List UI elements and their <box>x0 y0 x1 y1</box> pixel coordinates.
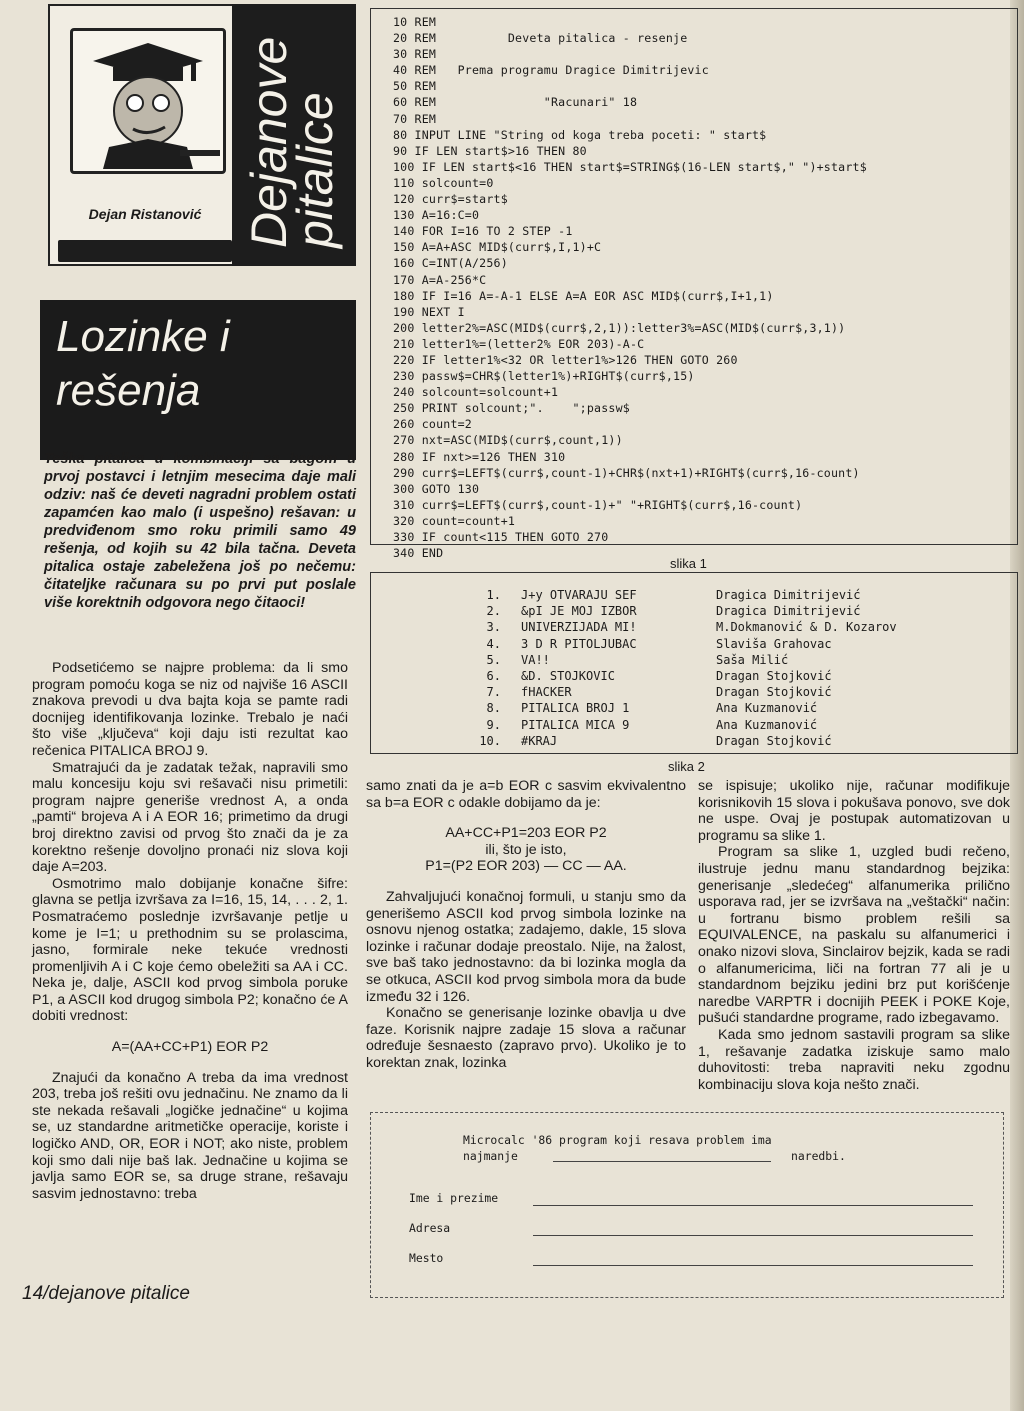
result-number: 5. <box>486 652 501 667</box>
listing-line: 10 REM <box>393 15 437 29</box>
result-password: PITALICA MICA 9 <box>521 717 630 732</box>
city-field[interactable] <box>533 1265 973 1266</box>
formula: AA+CC+P1=203 EOR P2 <box>445 825 607 842</box>
result-row <box>371 733 1017 750</box>
page-footer: 14/dejanove pitalice <box>22 1283 190 1304</box>
result-number: 6. <box>486 669 501 683</box>
answer-coupon <box>370 1112 1004 1298</box>
section-title-band <box>232 4 356 266</box>
result-row <box>371 684 1017 701</box>
paragraph: Program sa slike 1, uzgled budi rečeno, ilustruje jednu manu standardnog bejzika: generisanje „sledećeg“ alfanumerika prilično usporava rad, jer se izvršava na „veštački“ način: u fortranu bismo problem rešili sa EQUIVALENCE, na paskalu su alfanumerici i onako nizovi slova, Sinclairov bejzik, kada se radi o alfanumericima, liči na fortran 77 ali je u standardnom bejziku jedini brz put korišćenje naredbe VARPTR i docnijih PEEK i POKE Koje, pušući standardne programe, rado izbegavamo. <box>698 844 1010 1027</box>
answer-field[interactable] <box>553 1161 771 1162</box>
name-field[interactable] <box>533 1205 973 1206</box>
results-table <box>370 572 1018 754</box>
result-author: Dragica Dimitrijević <box>716 588 861 602</box>
listing-line: 280 IF nxt>=126 THEN 310 <box>393 449 566 464</box>
result-author: Ana Kuzmanović <box>716 701 818 716</box>
listing-line: 200 letter2%=ASC(MID$(curr$,2,1)):letter3%=ASC(MID$(curr$,3,1)) <box>393 320 846 335</box>
listing-line: 290 curr$=LEFT$(curr$,count-1)+CHR$(nxt+1)+RIGHT$(curr$,16-count) <box>393 465 860 480</box>
listing-line: 260 count=2 <box>393 417 472 432</box>
article-title <box>56 310 230 418</box>
listing-line: 120 curr$=start$ <box>393 192 508 207</box>
coupon-question: Microcalc '86 program koji resava problem ima <box>463 1133 772 1147</box>
result-author: Ana Kuzmanović <box>716 717 818 732</box>
listing-line: 340 END <box>393 546 444 561</box>
result-author: Dragan Stojković <box>716 669 832 683</box>
listing-line: 110 solcount=0 <box>393 175 494 190</box>
result-password: PITALICA BROJ 1 <box>521 701 630 716</box>
result-author: Dragica Dimitrijević <box>716 604 861 619</box>
disk-slot <box>180 150 220 156</box>
address-label: Adresa <box>409 1221 451 1235</box>
city-label: Mesto <box>409 1251 444 1265</box>
coupon-label: najmanje <box>463 1149 518 1163</box>
result-row <box>371 668 1017 685</box>
result-password: &D. STOJKOVIC <box>521 669 615 683</box>
listing-line: 250 PRINT solcount;". ";passw$ <box>393 401 630 416</box>
figure-caption-2: slika 2 <box>668 759 705 774</box>
result-password: J+y OTVARAJU SEF <box>521 588 637 602</box>
text-column-1 <box>32 660 348 1202</box>
article-intro <box>44 450 356 612</box>
formula: A=(AA+CC+P1) EOR P2 <box>111 1039 269 1056</box>
result-author: Slaviša Grahovac <box>716 636 832 651</box>
paragraph: Kada smo jednom sastavili program sa slike 1, rešavanje zadatka iziskuje samo malo duhovitosti: treba napraviti neku zgodnu kombinaciju slova koja nešto znači. <box>698 1026 1010 1093</box>
section-title-line1: Dejanove <box>241 36 297 248</box>
listing-line: 90 IF LEN start$>16 THEN 80 <box>393 143 587 158</box>
result-author: M.Dokmanović & D. Kozarov <box>716 620 897 635</box>
name-label: Ime i prezime <box>409 1191 499 1205</box>
text-column-2 <box>366 778 686 1072</box>
result-password: 3 D R PITOLJUBAC <box>521 636 637 651</box>
formula-note: ili, što je isto, <box>485 841 567 858</box>
address-field[interactable] <box>533 1235 973 1236</box>
listing-line: 330 IF count<115 THEN GOTO 270 <box>393 530 609 544</box>
listing-line: 40 REM Prema programu Dragice Dimitrijevic <box>393 63 709 78</box>
result-author: Saša Milić <box>716 652 789 667</box>
paragraph: Konačno se generisanje lozinke obavlja u dve faze. Korisnik najpre zadaje 15 slova a računar određuje šesnaesto (zapravo prvo). Ukoliko je to korektan znak, lozinka <box>366 1005 686 1071</box>
result-author: Dragan Stojković <box>716 685 832 700</box>
listing-line: 140 FOR I=16 TO 2 STEP -1 <box>393 224 573 239</box>
listing-line: 130 A=16:C=0 <box>393 208 480 223</box>
result-row <box>371 619 1017 636</box>
result-number: 1. <box>486 588 501 602</box>
listing-line: 30 REM <box>393 47 437 62</box>
result-number: 2. <box>486 604 501 619</box>
result-row <box>371 700 1017 717</box>
paragraph: Osmotrimo malo dobijanje konačne šifre: glavna se petlja izvršava za I=16, 15, 14, . . . 2, 1. Posmatraćemo poslednje izvršavanje petlje u kome je I=1; u prethodnim su se prolascima, jasno, formirale neke tekuće vrednosti promenljivih A i C koje ćemo obeležiti sa AA i CC. Neka je, dalje, ASCII kod prvog simbola poruke P1, a ASCII kod drugog simbola P2; konačno će A dobiti vrednost: <box>32 875 348 1025</box>
result-password: &pI JE MOJ IZBOR <box>521 604 637 619</box>
paragraph: Znajući da konačno A treba da ima vrednost 203, treba još rešiti ovu jednačinu. Ne znamo da li ste nekada rešavali „logičke jednačine“ u kojima se, uz standardne aritmetičke operacije, koriste i logičko AND, OR, EOR i NOT; ako niste, problem koji smo dali nije baš lak. Jednačine u kojima se javlja samo EOR se, sa druge strane, rešavaju sasvim jednostavno: treba <box>32 1069 348 1202</box>
listing-line: 310 curr$=LEFT$(curr$,count-1)+" "+RIGHT$(curr$,16-count) <box>393 497 803 512</box>
paragraph: Smatrajući da je zadatak težak, napravili smo malu koncesiju koju svi rešavači nisu primetili: program najpre generiše vrednost A, a onda „pamti“ brojeva A i A EOR 16; primetimo da drugi broj direktno zavisi od prvog što znači da je za korektno rešenje dovoljno pronaći niz slova koji daje A=203. <box>32 759 348 876</box>
article-title-box <box>40 300 356 460</box>
keyboard-illustration <box>58 240 232 262</box>
result-number: 10. <box>479 733 501 748</box>
result-number: 9. <box>486 717 501 732</box>
result-row <box>371 652 1017 669</box>
listing-line: 180 IF I=16 A=-A-1 ELSE A=A EOR ASC MID$(curr$,I+1,1) <box>393 288 774 303</box>
result-row <box>371 603 1017 620</box>
paragraph: Zahvaljujući konačnoj formuli, u stanju smo da generišemo ASCII kod prvog simbola lozinke na osnovu njenog ostatka; zadajemo, dakle, 15 slova lozinke i računar dodaje preostalo. Nije, na žalost, sve baš tako jednostavno: da bi lozinka mogla da se otkuca, ASCII kod prvog simbola mora da bude između 32 i 126. <box>366 888 686 1005</box>
result-password: VA!! <box>521 652 550 667</box>
coupon-label: naredbi. <box>791 1149 846 1163</box>
author-name: Dejan Ristanović <box>88 206 202 222</box>
listing-line: 300 GOTO 130 <box>393 481 480 496</box>
result-password: fHACKER <box>521 685 572 700</box>
paragraph: se ispisuje; ukoliko nije, računar modifikuje korisnikovih 15 slova i pokušava ponovo, sve dok ne uspe. Ovaj je postupak automatizovan u programu sa slike 1. <box>698 778 1010 844</box>
listing-line: 60 REM "Racunari" 18 <box>393 95 638 110</box>
paragraph: samo znati da je a=b EOR c sasvim ekvivalentno sa b=a EOR c odakle dobijamo da je: <box>366 778 686 811</box>
listing-line: 70 REM <box>393 111 437 126</box>
text-column-3 <box>698 778 1010 1093</box>
formula: P1=(P2 EOR 203) — CC — AA. <box>425 858 627 875</box>
program-listing <box>370 8 1018 561</box>
listing-line: 100 IF LEN start$<16 THEN start$=STRING$(16-LEN start$," ")+start$ <box>393 159 867 174</box>
result-number: 4. <box>486 636 501 651</box>
listing-line: 270 nxt=ASC(MID$(curr$,count,1)) <box>393 433 623 448</box>
listing-line: 190 NEXT I <box>393 304 465 319</box>
listing-line: 170 A=A-256*C <box>393 272 487 287</box>
paragraph: Podsetićemo se najpre problema: da li smo program pomoću koga se niz od najviše 16 ASCII znakova prevodi u dva bajta koja se pamte radi docnijeg identifikovanja lozinke. Trebalo je naći što više „ključeva“ koji daju isti rezultat kao rečenica PITALICA BROJ 9. <box>32 660 348 759</box>
intro-paragraph: Teška pitalica u kombinaciji sa bagom u prvoj postavci i letnjim mesecima daje mali odziv: naš će deveti nagradni problem ostati zapamćen kao malo (i uspešno) rešavan: u predviđenom smo roku primili samo 49 rešenja, od kojih su 42 bila tačna. Deveta pitalica ostaje zabeležena još po nečemu: čitateljke računara su po prvi put poslale više korektnih odgovora nego čitaoci! <box>44 451 356 611</box>
listing-line: 220 IF letter1%<32 OR letter1%>126 THEN GOTO 260 <box>393 352 738 367</box>
result-number: 8. <box>486 701 501 716</box>
result-password: UNIVERZIJADA MI! <box>521 620 637 635</box>
section-title-line2: pitalice <box>287 92 343 248</box>
result-password: #KRAJ <box>521 733 558 748</box>
listing-line: 80 INPUT LINE "String od koga treba poceti: " start$ <box>393 127 767 142</box>
listing-line: 20 REM Deveta pitalica - resenje <box>393 31 688 46</box>
listing-line: 50 REM <box>393 79 437 94</box>
listing-line: 240 solcount=solcount+1 <box>393 385 559 400</box>
article-title-line1: Lozinke i <box>56 312 230 361</box>
result-row <box>371 636 1017 653</box>
article-title-line2: rešenja <box>56 366 201 415</box>
listing-line: 230 passw$=CHR$(letter1%)+RIGHT$(curr$,15) <box>393 369 695 384</box>
result-row <box>371 717 1017 734</box>
result-author: Dragan Stojković <box>716 733 832 748</box>
figure-caption-1: slika 1 <box>670 556 707 571</box>
result-number: 3. <box>486 620 501 635</box>
listing-line: 210 letter1%=(letter2% EOR 203)-A-C <box>393 336 645 351</box>
listing-line: 160 C=INT(A/256) <box>393 256 508 271</box>
listing-line: 150 A=A+ASC MID$(curr$,I,1)+C <box>393 240 602 255</box>
listing-line: 320 count=count+1 <box>393 513 516 528</box>
result-row <box>371 587 1017 604</box>
section-title <box>232 4 356 266</box>
result-number: 7. <box>486 685 501 700</box>
